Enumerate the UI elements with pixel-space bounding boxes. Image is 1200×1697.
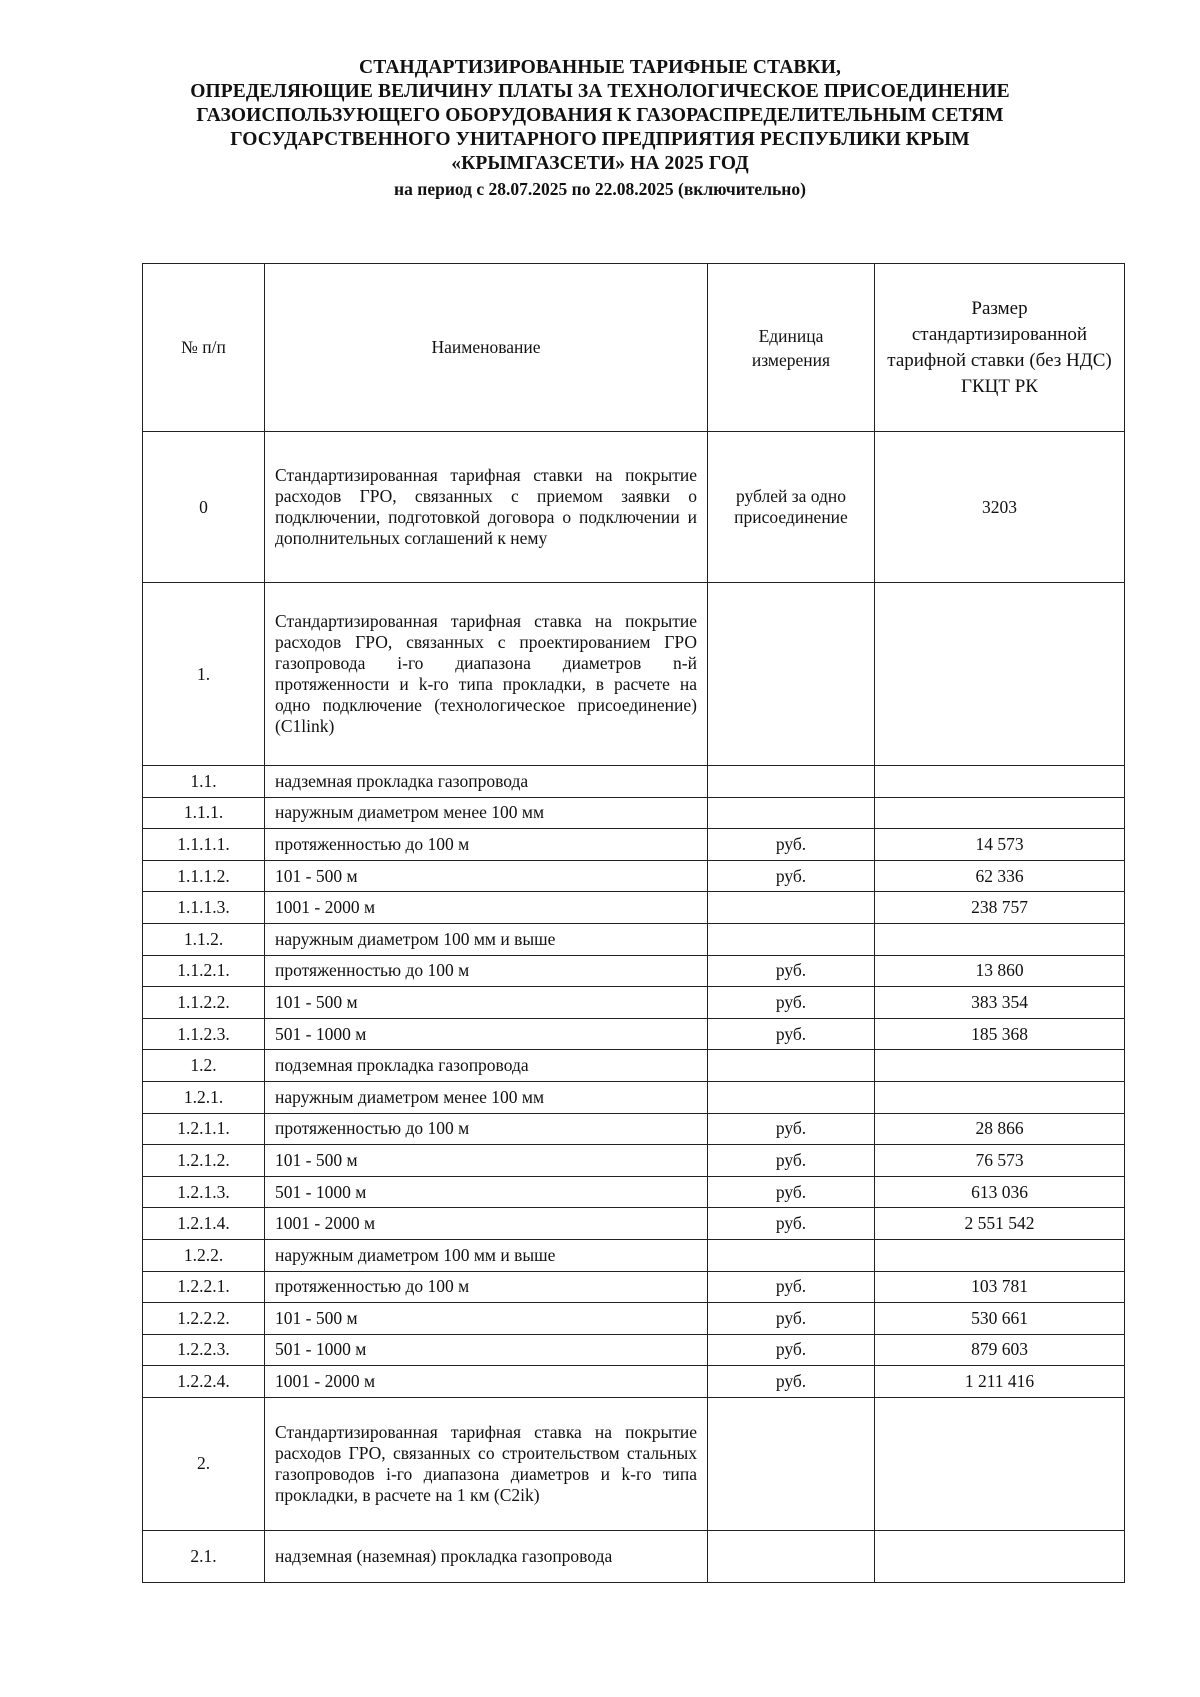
row-unit: руб.: [708, 829, 875, 861]
row-num: 1.2.2.3.: [143, 1334, 265, 1366]
table-row: [143, 1303, 1125, 1335]
row-unit: руб.: [708, 1271, 875, 1303]
table-row: [143, 1113, 1125, 1145]
column-header-value: Размер стандартизированной тарифной ставки (без НДС) ГКЦТ РК: [875, 264, 1125, 432]
row-unit: рублей за одно присоединение: [708, 432, 875, 583]
title-line-2: ОПРЕДЕЛЯЮЩИЕ ВЕЛИЧИНУ ПЛАТЫ ЗА ТЕХНОЛОГИЧЕСКОЕ ПРИСОЕДИНЕНИЕ: [190, 81, 1010, 102]
row-unit: [708, 1239, 875, 1271]
title-line-3: ГАЗОИСПОЛЬЗУЮЩЕГО ОБОРУДОВАНИЯ К ГАЗОРАСПРЕДЕЛИТЕЛЬНЫМ СЕТЯМ: [196, 105, 1004, 126]
table-row: [143, 432, 1125, 583]
tariff-table: [142, 263, 1125, 1583]
row-num: 1.2.2.: [143, 1239, 265, 1271]
row-value: 185 368: [875, 1018, 1125, 1050]
row-value: 879 603: [875, 1334, 1125, 1366]
table-row: [143, 892, 1125, 924]
row-value: 2 551 542: [875, 1208, 1125, 1240]
title-line-5: «КРЫМГАЗСЕТИ» НА 2025 ГОД: [451, 153, 749, 174]
row-value: 28 866: [875, 1113, 1125, 1145]
table-row: [143, 955, 1125, 987]
column-header-unit: Единица измерения: [708, 264, 875, 432]
row-value: 13 860: [875, 955, 1125, 987]
row-name: 501 - 1000 м: [265, 1176, 708, 1208]
row-unit: руб.: [708, 1113, 875, 1145]
row-value: 14 573: [875, 829, 1125, 861]
row-name: 101 - 500 м: [265, 987, 708, 1019]
row-num: 1.1.2.2.: [143, 987, 265, 1019]
table-row: [143, 1271, 1125, 1303]
row-unit: руб.: [708, 1366, 875, 1398]
row-unit: руб.: [708, 955, 875, 987]
row-value: [875, 1239, 1125, 1271]
row-name: 101 - 500 м: [265, 860, 708, 892]
row-name: Стандартизированная тарифная ставка на покрытие расходов ГРО, связанных со строительством стальных газопроводов i-го диапазона диаметров и k-го типа прокладки, в расчете на 1 км (С2ik): [265, 1397, 708, 1530]
row-unit: [708, 892, 875, 924]
table-row: [143, 829, 1125, 861]
row-value: [875, 797, 1125, 829]
row-name: 1001 - 2000 м: [265, 1208, 708, 1240]
row-name: протяженностью до 100 м: [265, 955, 708, 987]
row-num: 1.2.1.2.: [143, 1145, 265, 1177]
row-value: [875, 1530, 1125, 1582]
row-num: 1.2.1.: [143, 1081, 265, 1113]
row-unit: [708, 1050, 875, 1082]
table-row: [143, 583, 1125, 766]
row-num: 1.1.2.: [143, 923, 265, 955]
table-row: [143, 1208, 1125, 1240]
table-row: [143, 860, 1125, 892]
row-num: 1.2.1.1.: [143, 1113, 265, 1145]
row-unit: руб.: [708, 1208, 875, 1240]
row-unit: [708, 583, 875, 766]
row-value: 238 757: [875, 892, 1125, 924]
row-unit: руб.: [708, 1334, 875, 1366]
table-row: [143, 1334, 1125, 1366]
row-unit: [708, 1081, 875, 1113]
row-value: [875, 1081, 1125, 1113]
row-name: надземная (наземная) прокладка газопровода: [265, 1530, 708, 1582]
row-value: 62 336: [875, 860, 1125, 892]
row-unit: [708, 1397, 875, 1530]
row-num: 1.1.1.3.: [143, 892, 265, 924]
row-name: протяженностью до 100 м: [265, 1113, 708, 1145]
table-row: [143, 1081, 1125, 1113]
row-num: 2.1.: [143, 1530, 265, 1582]
table-row: [143, 1239, 1125, 1271]
table-row: [143, 1018, 1125, 1050]
row-name: Стандартизированная тарифная ставка на покрытие расходов ГРО, связанных с проектированием ГРО газопровода i-го диапазона диаметров n-й протяженности и k-го типа прокладки, в расчете на одно подключение (технологическое присоединение) (С1link): [265, 583, 708, 766]
row-unit: руб.: [708, 860, 875, 892]
row-unit: [708, 1530, 875, 1582]
row-name: наружным диаметром менее 100 мм: [265, 1081, 708, 1113]
row-num: 1.1.1.: [143, 797, 265, 829]
row-value: 3203: [875, 432, 1125, 583]
row-unit: [708, 923, 875, 955]
table-row: [143, 1397, 1125, 1530]
table-row: [143, 1050, 1125, 1082]
row-name: наружным диаметром 100 мм и выше: [265, 923, 708, 955]
row-name: 101 - 500 м: [265, 1303, 708, 1335]
row-name: 1001 - 2000 м: [265, 892, 708, 924]
row-name: подземная прокладка газопровода: [265, 1050, 708, 1082]
row-value: 530 661: [875, 1303, 1125, 1335]
row-name: протяженностью до 100 м: [265, 829, 708, 861]
document-header: [100, 56, 1100, 201]
row-unit: руб.: [708, 987, 875, 1019]
row-num: 1.1.2.1.: [143, 955, 265, 987]
row-value: [875, 923, 1125, 955]
row-value: [875, 583, 1125, 766]
row-num: 1.1.: [143, 766, 265, 798]
row-unit: руб.: [708, 1145, 875, 1177]
row-value: 103 781: [875, 1271, 1125, 1303]
row-num: 1.2.1.3.: [143, 1176, 265, 1208]
row-num: 1.1.2.3.: [143, 1018, 265, 1050]
row-name: 1001 - 2000 м: [265, 1366, 708, 1398]
row-num: 1.1.1.2.: [143, 860, 265, 892]
row-num: 1.2.1.4.: [143, 1208, 265, 1240]
table-row: [143, 1366, 1125, 1398]
row-value: 383 354: [875, 987, 1125, 1019]
table-row: [143, 923, 1125, 955]
row-name: наружным диаметром 100 мм и выше: [265, 1239, 708, 1271]
column-header-num: № п/п: [143, 264, 265, 432]
row-name: Стандартизированная тарифная ставки на покрытие расходов ГРО, связанных с приемом заявки о подключении, подготовкой договора о подключении и дополнительных соглашений к нему: [265, 432, 708, 583]
row-num: 0: [143, 432, 265, 583]
title-line-1: СТАНДАРТИЗИРОВАННЫЕ ТАРИФНЫЕ СТАВКИ,: [359, 57, 841, 78]
row-num: 1.2.2.4.: [143, 1366, 265, 1398]
row-unit: [708, 797, 875, 829]
row-unit: руб.: [708, 1176, 875, 1208]
period-subtitle: на период с 28.07.2025 по 22.08.2025 (включительно): [394, 179, 806, 199]
row-value: 1 211 416: [875, 1366, 1125, 1398]
table-row: [143, 1176, 1125, 1208]
table-row: [143, 987, 1125, 1019]
row-name: протяженностью до 100 м: [265, 1271, 708, 1303]
table-row: [143, 766, 1125, 798]
row-name: 501 - 1000 м: [265, 1334, 708, 1366]
row-unit: [708, 766, 875, 798]
row-unit: руб.: [708, 1018, 875, 1050]
row-num: 1.1.1.1.: [143, 829, 265, 861]
table-row: [143, 797, 1125, 829]
tariff-table-body: [143, 264, 1125, 1583]
row-value: [875, 1050, 1125, 1082]
table-row: [143, 1145, 1125, 1177]
row-name: наружным диаметром менее 100 мм: [265, 797, 708, 829]
row-name: 101 - 500 м: [265, 1145, 708, 1177]
row-value: [875, 1397, 1125, 1530]
table-row: [143, 1530, 1125, 1582]
table-header-row: [143, 264, 1125, 432]
row-value: 613 036: [875, 1176, 1125, 1208]
row-name: надземная прокладка газопровода: [265, 766, 708, 798]
row-value: 76 573: [875, 1145, 1125, 1177]
row-num: 1.2.: [143, 1050, 265, 1082]
row-value: [875, 766, 1125, 798]
column-header-name: Наименование: [265, 264, 708, 432]
title-line-4: ГОСУДАРСТВЕННОГО УНИТАРНОГО ПРЕДПРИЯТИЯ РЕСПУБЛИКИ КРЫМ: [230, 129, 970, 150]
row-num: 1.: [143, 583, 265, 766]
row-name: 501 - 1000 м: [265, 1018, 708, 1050]
row-num: 1.2.2.2.: [143, 1303, 265, 1335]
row-num: 2.: [143, 1397, 265, 1530]
row-num: 1.2.2.1.: [143, 1271, 265, 1303]
row-unit: руб.: [708, 1303, 875, 1335]
